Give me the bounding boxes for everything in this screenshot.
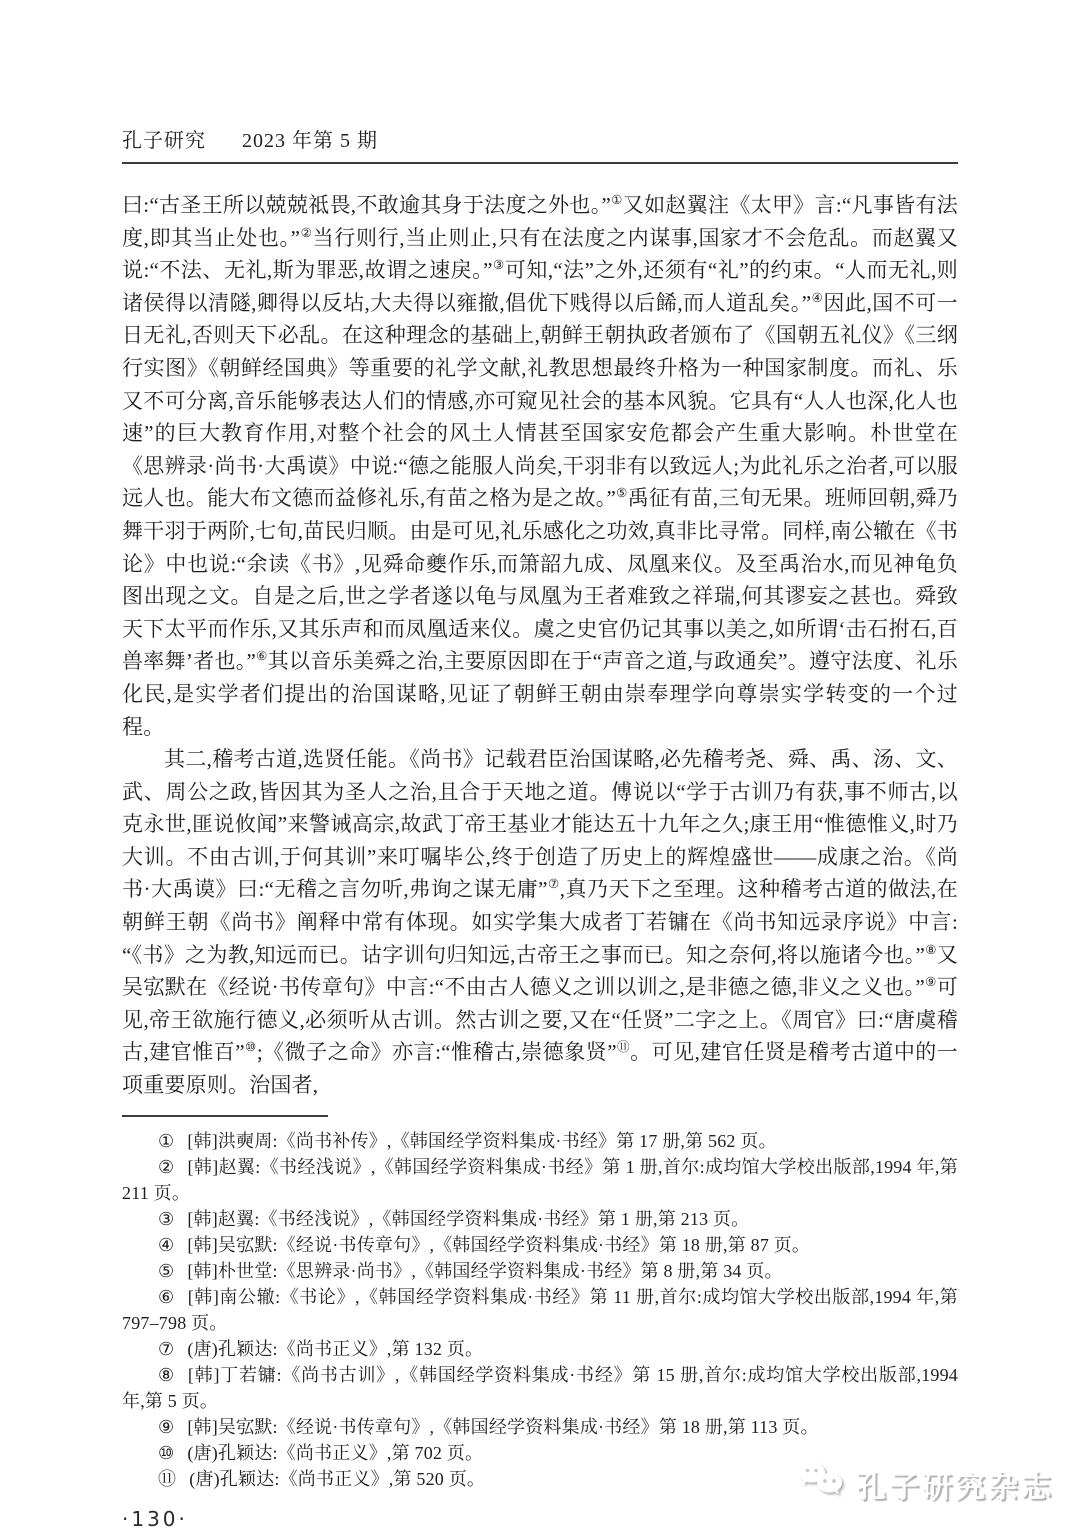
journal-header: [122, 124, 958, 164]
footnote-item: [122, 1258, 958, 1284]
footnote-marker: ④: [158, 1234, 175, 1255]
footnote-separator: [122, 1115, 328, 1117]
footnote-list: [122, 1128, 958, 1492]
footnote-text: [韩]吴宖默:《经说·书传章句》,《韩国经学资料集成·书经》第 18 册,第 87 页。: [187, 1234, 811, 1255]
footnote-marker: ⑩: [158, 1442, 175, 1463]
footnote-text: (唐)孔颖达:《尚书正义》,第 702 页。: [187, 1442, 484, 1463]
footnote-item: [122, 1232, 958, 1258]
body-paragraph: 其二,稽考古道,选贤任能。《尚书》记载君臣治国谋略,必先稽考尧、舜、禹、汤、文、武、周公之政,皆因其为圣人之治,且合于天地之道。傅说以“学于古训乃有获,事不师古,以克永世,匪说攸闻”来警诫高宗,故武丁帝王基业才能达五十九年之久;康王用“惟德惟义,时乃大训。不由古训,于何其训”来叮嘱毕公,终于创造了历史上的辉煌盛世——成康之治。《尚书·大禹谟》曰:“无稽之言勿听,弗询之谋无庸”⑦,真乃天下之至理。这种稽考古道的做法,在朝鲜王朝《尚书》阐释中常有体现。如实学集大成者丁若镛在《尚书知远录序说》中言:“《书》之为教,知远而已。诂字训句归知远,古帝王之事而已。知之奈何,将以施诸今也。”⑧又吴宖默在《经说·书传章句》中言:“不由古人德义之训以训之,是非德之德,非义之义也。”⑨可见,帝王欲施行德义,必须听从古训。然古训之要,又在“任贤”二字之上。《周官》曰:“唐虞稽古,建官惟百”⑩;《微子之命》亦言:“惟稽古,崇德象贤”⑪。可见,建官任贤是稽考古道中的一项重要原则。治国者,: [122, 747, 959, 1098]
footnote-text: (唐)孔颖达:《尚书正义》,第 132 页。: [187, 1338, 484, 1359]
footnote-marker: ⑨: [158, 1416, 175, 1437]
footnote-text: [韩]吴宖默:《经说·书传章句》,《韩国经学资料集成·书经》第 18 册,第 113 页。: [187, 1416, 819, 1437]
footnote-marker: ③: [158, 1208, 175, 1229]
footnote-text: [韩]赵翼:《书经浅说》,《韩国经学资料集成·书经》第 1 册,第 213 页。: [187, 1208, 750, 1229]
footnote-item: [122, 1206, 958, 1232]
wechat-chat-bubbles-icon: [798, 1461, 846, 1506]
journal-watermark: [798, 1461, 1054, 1506]
footnote-marker: ⑧: [158, 1364, 175, 1385]
footnote-text: [韩]丁若镛:《尚书古训》,《韩国经学资料集成·书经》第 15 册,首尔:成均馆大学校出版部,1994 年,第 5 页。: [122, 1364, 958, 1411]
footnote-text: [韩]南公辙:《书论》,《韩国经学资料集成·书经》第 11 册,首尔:成均馆大学校出版部,1994 年,第 797–798 页。: [122, 1286, 958, 1333]
journal-issue: 2023 年第 5 期: [242, 130, 378, 152]
footnote-item: [122, 1284, 958, 1336]
body-paragraph: 曰:“古圣王所以兢兢祗畏,不敢逾其身于法度之外也。”①又如赵翼注《太甲》言:“凡事皆有法度,即其当止处也。”②当行则行,当止则止,只有在法度之内谋事,国家才不会危乱。而赵翼又说:“不法、无礼,斯为罪恶,故谓之速戾。”③可知,“法”之外,还须有“礼”的约束。“人而无礼,则诸侯得以清隧,卿得以反坫,大夫得以雍撤,倡优下贱得以后餙,而人道乱矣。”④因此,国不可一日无礼,否则天下必乱。在这种理念的基础上,朝鲜王朝执政者颁布了《国朝五礼仪》《三纲行实图》《朝鲜经国典》等重要的礼学文献,礼教思想最终升格为一种国家制度。而礼、乐又不可分离,音乐能够表达人们的情感,亦可窥见社会的基本风貌。它具有“人人也深,化人也速”的巨大教育作用,对整个社会的风土人情甚至国家安危都会产生重大影响。朴世堂在《思辨录·尚书·大禹谟》中说:“德之能服人尚矣,干羽非有以致远人;为此礼乐之治者,可以服远人也。能大布文德而益修礼乐,有苗之格为是之故。”⑤禹征有苗,三旬无果。班师回朝,舜乃舞干羽于两阶,七旬,苗民归顺。由是可见,礼乐感化之功效,真非比寻常。同样,南公辙在《书论》中也说:“余读《书》,见舜命夔作乐,而箫韶九成、凤凰来仪。及至禹治水,而见神龟负图出现之文。自是之后,世之学者遂以龟与凤凰为王者难致之祥瑞,何其谬妄之甚也。舜致天下太平而作乐,又其乐声和而凤凰适来仪。虞之史官仍记其事以美之,如所谓‘击石拊石,百兽率舞’者也。”⑥其以音乐美舜之治,主要原因即在于“声音之道,与政通矣”。遵守法度、礼乐化民,是实学者们提出的治国谋略,见证了朝鲜王朝由崇奉理学向尊崇实学转变的一个过程。: [122, 193, 959, 739]
page-number: ·130·: [122, 1506, 188, 1531]
footnote-item: [122, 1128, 958, 1154]
watermark-label: 孔子研究杂志: [856, 1469, 1054, 1505]
footnote-item: [122, 1414, 958, 1440]
footnote-marker: ⑥: [158, 1286, 175, 1307]
footnote-text: [韩]朴世堂:《思辨录·尚书》,《韩国经学资料集成·书经》第 8 册,第 34 页。: [187, 1260, 783, 1281]
article-body: [122, 189, 958, 1102]
footnote-marker: ⑦: [158, 1338, 175, 1359]
footnote-marker: ①: [158, 1130, 175, 1151]
footnote-marker: ⑤: [158, 1260, 175, 1281]
footnote-item: [122, 1336, 958, 1362]
footnote-text: [韩]洪奭周:《尚书补传》,《韩国经学资料集成·书经》第 17 册,第 562 页。: [187, 1130, 777, 1151]
footnote-text: [韩]赵翼:《书经浅说》,《韩国经学资料集成·书经》第 1 册,首尔:成均馆大学校出版部,1994 年,第 211 页。: [122, 1156, 958, 1203]
footnote-item: [122, 1154, 958, 1206]
footnote-text: (唐)孔颖达:《尚书正义》,第 520 页。: [189, 1468, 486, 1489]
footnote-item: [122, 1362, 958, 1414]
footnote-marker: ⑪: [158, 1468, 177, 1489]
footnote-marker: ②: [158, 1156, 175, 1177]
journal-title: 孔子研究: [122, 130, 206, 152]
